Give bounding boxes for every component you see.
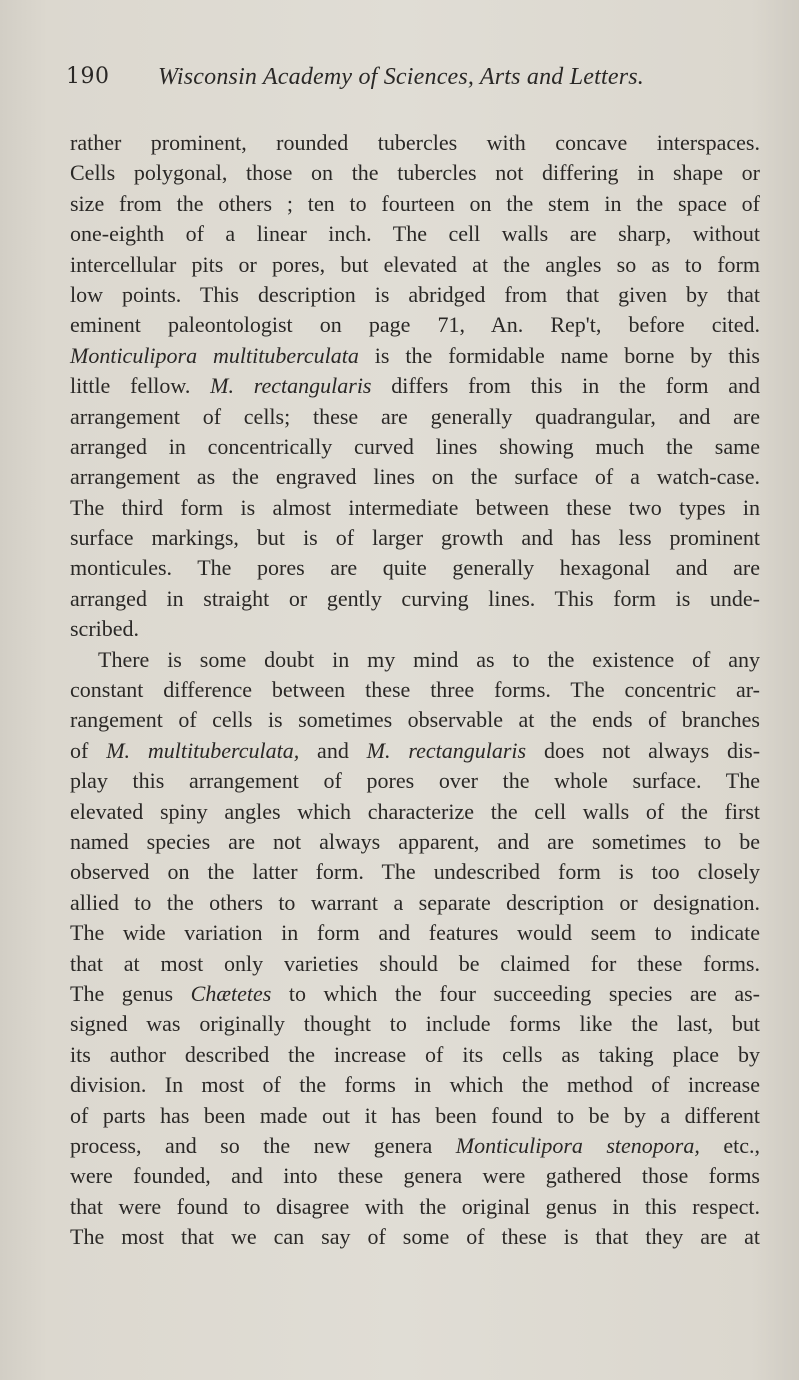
page-header	[66, 64, 766, 104]
text-segment: arranged in concentrically curved lines showing much the same	[70, 433, 760, 459]
text-line	[70, 979, 760, 1009]
text-segment: The third form is almost intermediate between these two types in	[70, 494, 760, 520]
text-segment: that at most only varieties should be claimed for these forms.	[70, 950, 760, 976]
text-segment: arranged in straight or gently curving lines. This form is unde-	[70, 585, 760, 611]
text-segment: little fellow.	[70, 373, 211, 399]
text-line	[70, 918, 760, 948]
text-line	[70, 584, 760, 614]
text-segment: is the formidable name borne by this	[358, 342, 760, 368]
text-line	[70, 736, 760, 766]
text-line	[70, 1040, 760, 1070]
text-line	[70, 158, 760, 188]
text-line	[70, 310, 760, 340]
text-segment: division. In most of the forms in which the method of increase	[70, 1072, 760, 1098]
text-line	[70, 250, 760, 280]
text-segment: signed was originally thought to include forms like the last, but	[70, 1011, 760, 1037]
text-segment: arrangement as the engraved lines on the surface of a watch-case.	[70, 464, 760, 490]
text-line	[70, 1131, 760, 1161]
text-line	[70, 432, 760, 462]
text-segment: of parts has been made out it has been found to be by a different	[70, 1102, 760, 1128]
text-line	[70, 219, 760, 249]
text-segment: The most that we can say of some of these is that they are at	[70, 1224, 760, 1250]
text-line	[70, 766, 760, 796]
text-line	[70, 553, 760, 583]
text-line	[70, 1009, 760, 1039]
text-line	[70, 1222, 760, 1252]
text-line	[70, 857, 760, 887]
text-segment: does not always dis-	[526, 737, 761, 763]
text-segment: etc.,	[699, 1132, 760, 1158]
text-segment: Cells polygonal, those on the tubercles not differing in shape or	[70, 160, 760, 186]
text-segment: The genus	[70, 980, 191, 1006]
text-line	[70, 705, 760, 735]
italic-text-segment: M. rectangularis	[210, 373, 372, 399]
text-line	[70, 462, 760, 492]
text-segment: observed on the latter form. The undescribed form is too closely	[70, 859, 760, 885]
text-line	[70, 402, 760, 432]
italic-text-segment: M. rectangularis	[366, 737, 527, 763]
body-text	[70, 128, 760, 1252]
running-head: Wisconsin Academy of Sciences, Arts and Letters.	[158, 64, 644, 90]
text-line	[70, 675, 760, 705]
text-segment: rangement of cells is sometimes observable at the ends of branches	[70, 707, 760, 733]
italic-text-segment: M. multituberculata,	[106, 737, 300, 763]
text-line	[70, 341, 760, 371]
text-segment: intercellular pits or pores, but elevated at the angles so as to form	[70, 251, 760, 277]
italic-text-segment: Chætetes	[190, 980, 272, 1006]
text-segment: constant difference between these three forms. The concentric ar-	[70, 677, 760, 703]
italic-text-segment: Monticulipora stenopora,	[455, 1132, 700, 1158]
text-line	[70, 614, 760, 644]
text-line	[70, 280, 760, 310]
text-segment: size from the others ; ten to fourteen on the stem in the space of	[70, 190, 760, 216]
text-segment: arrangement of cells; these are generally quadrangular, and are	[70, 403, 760, 429]
text-line	[70, 1101, 760, 1131]
text-segment: process, and so the new genera	[70, 1132, 456, 1158]
text-segment: and	[299, 737, 367, 763]
text-segment: named species are not always apparent, and are sometimes to be	[70, 828, 760, 854]
text-line	[70, 827, 760, 857]
text-segment: surface markings, but is of larger growth and has less prominent	[70, 525, 760, 551]
text-segment: differs from this in the form and	[371, 373, 761, 399]
text-line	[70, 949, 760, 979]
text-line	[70, 493, 760, 523]
text-segment: elevated spiny angles which characterize the cell walls of the first	[70, 798, 760, 824]
text-line	[70, 371, 760, 401]
text-segment: its author described the increase of its cells as taking place by	[70, 1041, 760, 1067]
text-line	[70, 1192, 760, 1222]
text-segment: of	[70, 737, 107, 763]
text-line	[70, 1070, 760, 1100]
text-segment: eminent paleontologist on page 71, An. Rep't, before cited.	[70, 312, 760, 338]
text-segment: scribed.	[70, 616, 140, 642]
text-line	[70, 189, 760, 219]
text-segment: play this arrangement of pores over the whole surface. The	[70, 768, 760, 794]
text-line	[70, 797, 760, 827]
text-segment: were founded, and into these genera were gathered those forms	[70, 1163, 760, 1189]
page-number: 190	[66, 64, 110, 89]
text-segment: monticules. The pores are quite generally hexagonal and are	[70, 555, 760, 581]
text-segment: There is some doubt in my mind as to the existence of any	[98, 646, 760, 672]
italic-text-segment: Monticulipora multituberculata	[70, 342, 359, 368]
text-segment: rather prominent, rounded tubercles with concave interspaces.	[70, 130, 760, 155]
text-segment: The wide variation in form and features would seem to indicate	[70, 920, 760, 946]
text-line	[70, 523, 760, 553]
text-segment: allied to the others to warrant a separate description or designation.	[70, 889, 760, 915]
text-line	[70, 128, 760, 158]
text-segment: that were found to disagree with the original genus in this respect.	[70, 1193, 760, 1219]
text-line	[70, 645, 760, 675]
text-segment: low points. This description is abridged from that given by that	[70, 281, 760, 307]
text-line	[70, 1161, 760, 1191]
text-segment: one-eighth of a linear inch. The cell walls are sharp, without	[70, 221, 760, 247]
text-line	[70, 888, 760, 918]
text-segment: to which the four succeeding species are as-	[271, 980, 760, 1006]
